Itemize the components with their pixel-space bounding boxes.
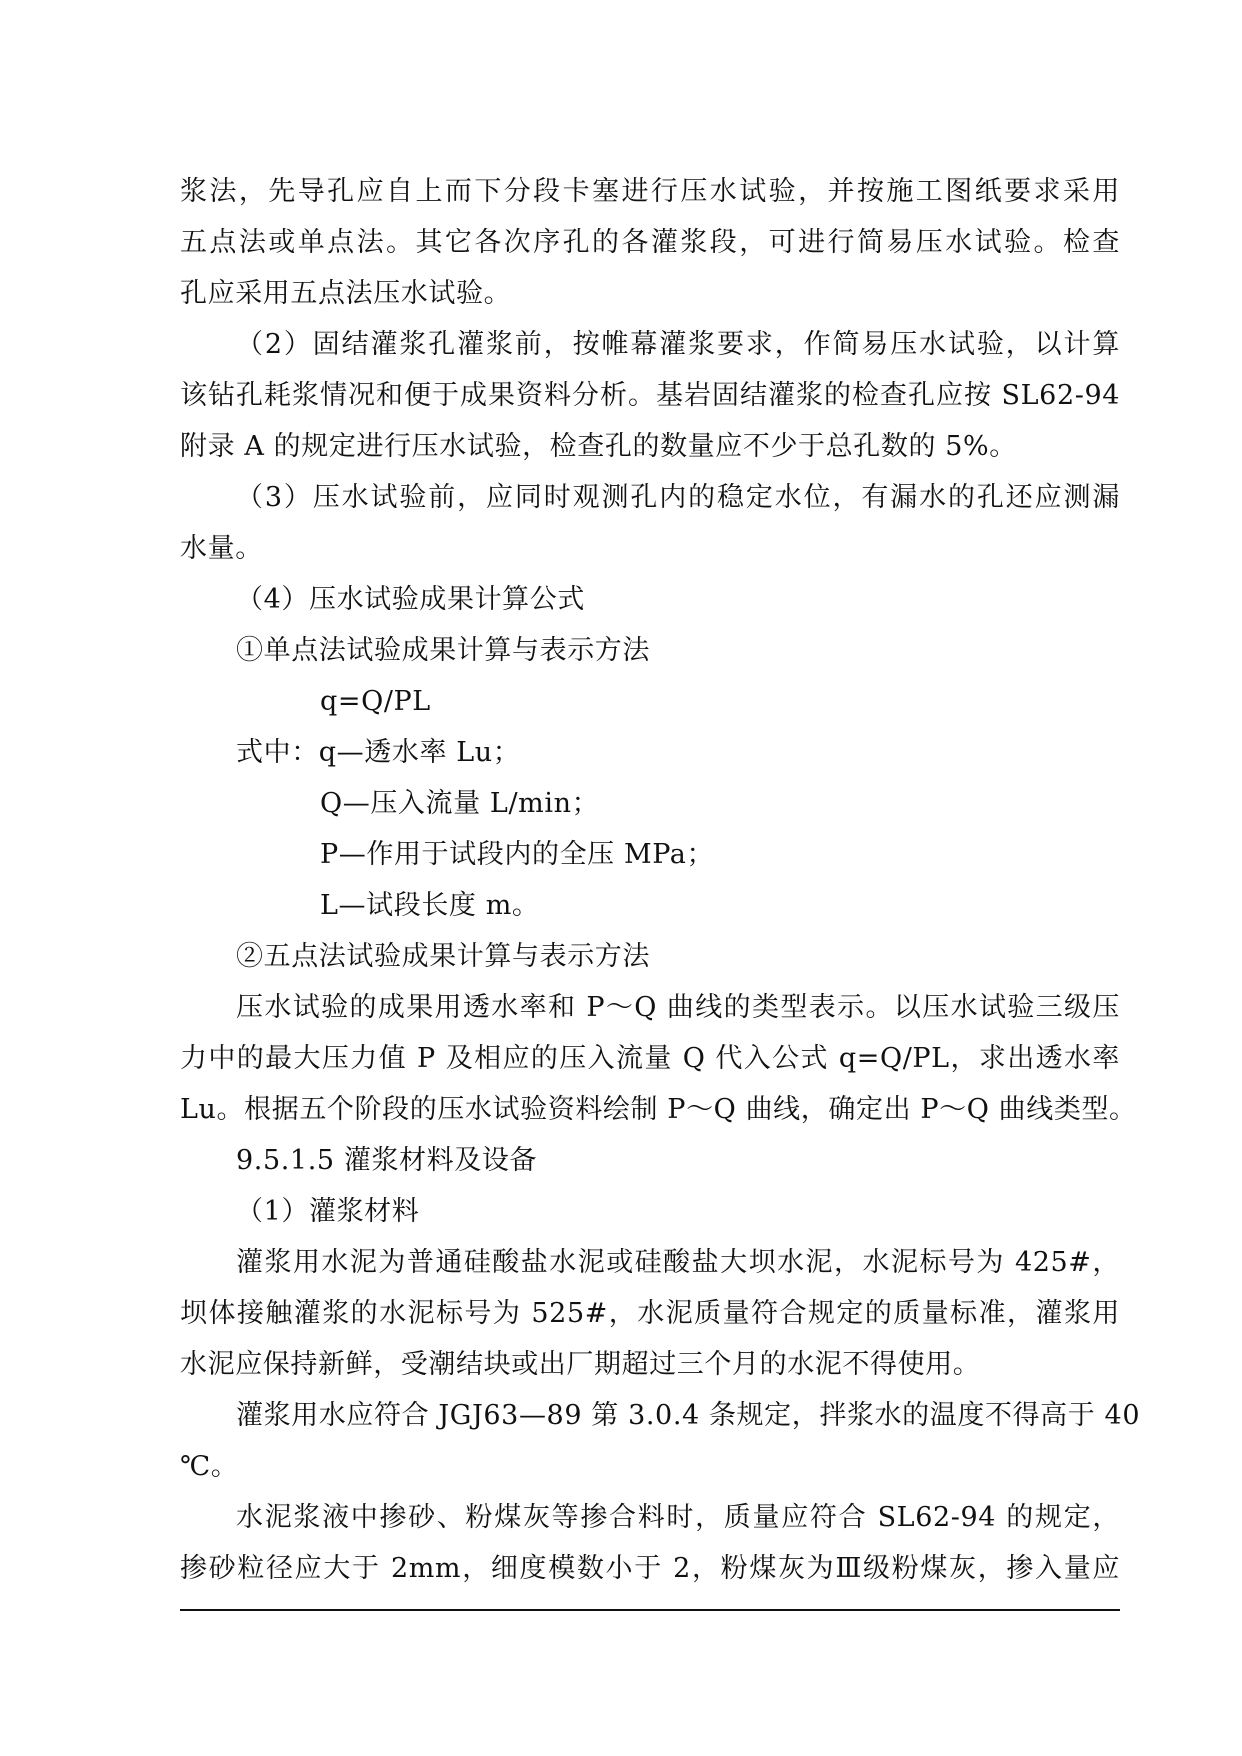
text-line: 灌浆用水泥为普通硅酸盐水泥或硅酸盐大坝水泥，水泥标号为 425#， xyxy=(236,1247,1120,1278)
section-heading: 9.5.1.5 灌浆材料及设备 xyxy=(236,1145,538,1176)
text-line: （1）灌浆材料 xyxy=(236,1196,420,1227)
text-line: Lu。根据五个阶段的压水试验资料绘制 P～Q 曲线，确定出 P～Q 曲线类型。 xyxy=(180,1094,1137,1125)
formula-line: q=Q/PL xyxy=(320,686,431,717)
footer-divider xyxy=(180,1609,1120,1611)
text-line: 式中：q—透水率 Lu； xyxy=(236,737,521,768)
text-line: （2）固结灌浆孔灌浆前，按帷幕灌浆要求，作简易压水试验，以计算 xyxy=(236,329,1120,360)
text-line: P—作用于试段内的全压 MPa； xyxy=(320,839,715,870)
text-line: 坝体接触灌浆的水泥标号为 525#，水泥质量符合规定的质量标准，灌浆用 xyxy=(180,1298,1120,1329)
text-line: 压水试验的成果用透水率和 P～Q 曲线的类型表示。以压水试验三级压 xyxy=(236,992,1120,1023)
text-line: 孔应采用五点法压水试验。 xyxy=(180,278,512,309)
text-line: ②五点法试验成果计算与表示方法 xyxy=(236,941,650,972)
text-line: 五点法或单点法。其它各次序孔的各灌浆段，可进行简易压水试验。检查 xyxy=(180,227,1120,258)
document-body xyxy=(180,174,1141,1602)
text-line: 掺砂粒径应大于 2mm，细度模数小于 2，粉煤灰为Ⅲ级粉煤灰，掺入量应 xyxy=(180,1553,1120,1584)
text-line: 力中的最大压力值 P 及相应的压入流量 Q 代入公式 q=Q/PL，求出透水率 xyxy=(180,1043,1120,1074)
text-line: 灌浆用水应符合 JGJ63—89 第 3.0.4 条规定，拌浆水的温度不得高于 40 xyxy=(236,1400,1141,1431)
text-line: （4）压水试验成果计算公式 xyxy=(236,584,585,615)
text-line: ①单点法试验成果计算与表示方法 xyxy=(236,635,650,666)
text-line: 水泥应保持新鲜，受潮结块或出厂期超过三个月的水泥不得使用。 xyxy=(180,1349,981,1380)
text-line: 浆法，先导孔应自上而下分段卡塞进行压水试验，并按施工图纸要求采用 xyxy=(180,176,1120,207)
text-line: ℃。 xyxy=(180,1451,239,1482)
text-line: （3）压水试验前，应同时观测孔内的稳定水位，有漏水的孔还应测漏 xyxy=(236,482,1120,513)
text-line: 水量。 xyxy=(180,533,263,564)
text-line: 水泥浆液中掺砂、粉煤灰等掺合料时，质量应符合 SL62-94 的规定， xyxy=(236,1502,1120,1533)
text-line: 附录 A 的规定进行压水试验，检查孔的数量应不少于总孔数的 5%。 xyxy=(180,431,1017,462)
text-line: Q—压入流量 L/min； xyxy=(320,788,600,819)
text-line: 该钻孔耗浆情况和便于成果资料分析。基岩固结灌浆的检查孔应按 SL62-94 xyxy=(180,380,1120,411)
text-line: L—试段长度 m。 xyxy=(320,890,540,921)
